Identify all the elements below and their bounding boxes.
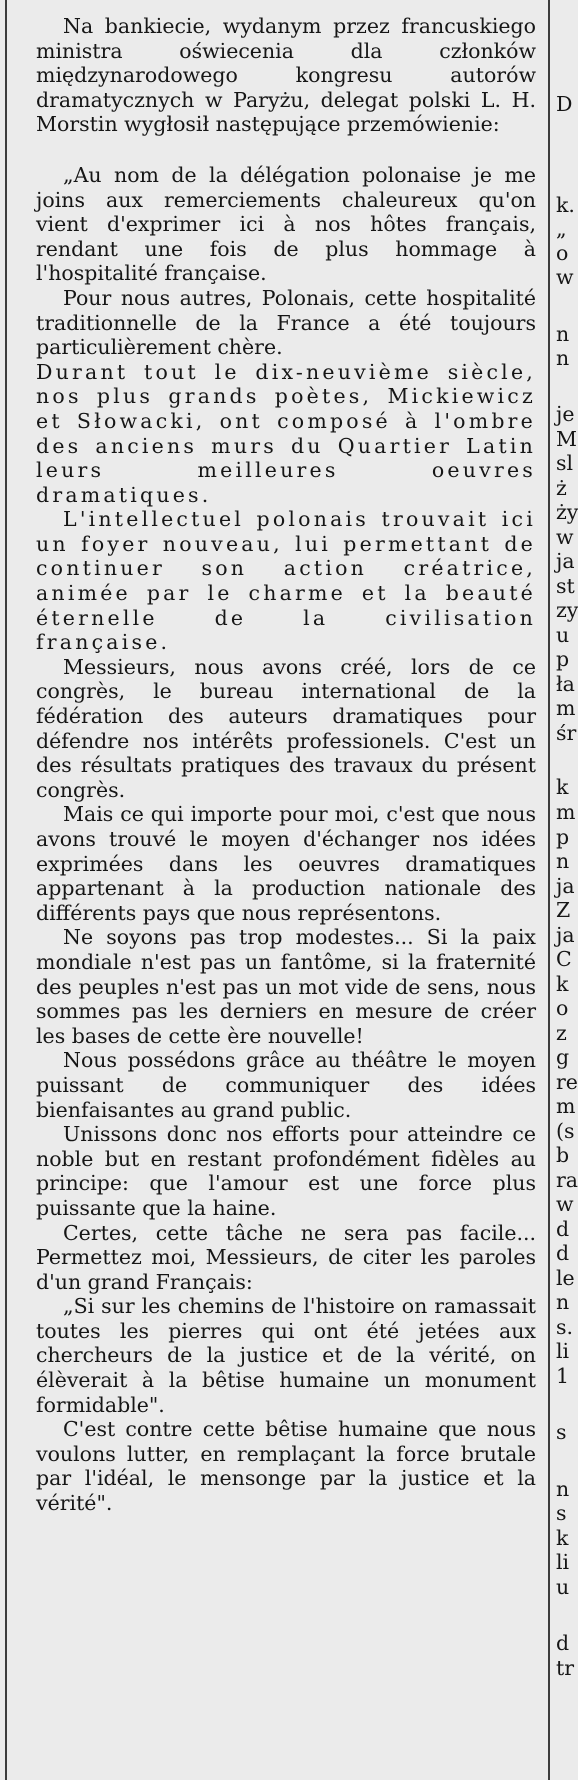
speech-paragraph-9: Certes, cette tâche ne sera pas facile... Permettez moi, Messieurs, de citer les paroles d'un grand Français: <box>36 1220 536 1294</box>
adjacent-fragment: s <box>556 1420 567 1444</box>
adjacent-fragment: d <box>556 1241 570 1265</box>
speech-paragraph-2b: Durant tout le dix-neuvième siècle, nos plus grands poètes, Mickiewicz et Słowacki, ont composé à l'ombre des anciens murs du Quartier Latin leurs meilleures oeuvres dramatiques. <box>36 359 536 507</box>
adjacent-column-fragment <box>556 0 576 1780</box>
speech-paragraph-7: Nous possédons grâce au théâtre le moyen puissant de communiquer des idées bienfaisantes au grand public. <box>36 1048 536 1122</box>
speech-paragraph-8: Unissons donc nos efforts pour atteindre ce noble but en restant profondément fidèles au principe: que l'amour est une force plus puissante que la haine. <box>36 1122 536 1220</box>
adjacent-fragment: 1 <box>556 1364 570 1388</box>
adjacent-fragment: n <box>556 849 570 873</box>
adjacent-fragment: d <box>556 1631 570 1655</box>
adjacent-fragment: Z <box>556 898 571 922</box>
adjacent-fragment: tr <box>556 1656 575 1680</box>
adjacent-fragment: o <box>556 241 569 265</box>
adjacent-fragment: sl <box>556 451 574 475</box>
article-intro: Na bankiecie, wydanym przez francuskiego ministra oświecenia dla członków międzynarodowego kongresu autorów dramatycznych w Paryżu, delegat polski L. H. Morstin wygłosił następujące przemówienie: <box>36 14 536 137</box>
adjacent-fragment: „ <box>556 217 567 241</box>
adjacent-fragment: ja <box>556 874 575 898</box>
speech-paragraph-2a: Pour nous autres, Polonais, cette hospitalité traditionnelle de la France a été toujours particulièrement chère. <box>36 285 536 360</box>
speech-paragraph-6: Ne soyons pas trop modestes... Si la paix mondiale n'est pas un fantôme, si la fraternité des peuples n'est pas un mot vide de sens, nous sommes pas les derniers en mesure de créer les bases de cette ère nouvelle! <box>36 925 536 1048</box>
adjacent-fragment: li <box>556 1339 570 1363</box>
adjacent-fragment: ży <box>556 500 578 524</box>
adjacent-fragment: w <box>556 525 574 549</box>
adjacent-fragment: w <box>556 1192 574 1216</box>
column-divider-rule <box>548 0 550 1780</box>
adjacent-fragment: d <box>556 1217 570 1241</box>
adjacent-fragment: re <box>556 1070 578 1094</box>
adjacent-fragment: le <box>556 1266 575 1290</box>
adjacent-fragment: ja <box>556 923 575 947</box>
adjacent-fragment: k. <box>556 193 575 217</box>
adjacent-fragment: u <box>556 623 570 647</box>
adjacent-fragment: k <box>556 775 569 799</box>
adjacent-fragment: k <box>556 1526 569 1550</box>
article-column <box>36 14 536 1516</box>
adjacent-fragment: li <box>556 1550 570 1574</box>
adjacent-fragment: k <box>556 972 569 996</box>
speech-paragraph-3: L'intellectuel polonais trouvait ici un foyer nouveau, lui permettant de continuer son action créatrice, animée par le charme et la beauté éternelle de la civilisation française. <box>36 507 536 655</box>
adjacent-fragment: m <box>556 800 576 824</box>
adjacent-fragment: z <box>556 1021 567 1045</box>
adjacent-fragment: g <box>556 1045 570 1069</box>
adjacent-fragment: p <box>556 647 570 671</box>
adjacent-fragment: śr <box>556 721 577 745</box>
adjacent-fragment: ła <box>556 672 575 696</box>
adjacent-fragment: o <box>556 996 569 1020</box>
adjacent-fragment: m <box>556 696 576 720</box>
adjacent-fragment: D <box>556 92 573 116</box>
speech-paragraph-5: Mais ce qui importe pour moi, c'est que nous avons trouvé le moyen d'échanger nos idées exprimées dans les oeuvres dramatiques appartenant à la production nationale des différents pays que nous représentons. <box>36 802 536 925</box>
adjacent-fragment: n <box>556 1477 570 1501</box>
adjacent-fragment: s. <box>556 1315 574 1339</box>
speech-paragraph-1: „Au nom de la délégation polonaise je me joins aux remerciements chaleureux qu'on vient d'exprimer ici à nos hôtes français, rendant une fois de plus hommage à l'hospitalité française. <box>36 162 536 286</box>
adjacent-fragment: st <box>556 574 575 598</box>
adjacent-fragment: m <box>556 1094 576 1118</box>
adjacent-fragment: ja <box>556 549 575 573</box>
speech-quote: „Si sur les chemins de l'histoire on ramassait toutes les pierres qui ont été jetées aux chercheurs de la justice et de la vérité, on élèverait à la bêtise humaine un monument formidable". <box>36 1294 536 1417</box>
adjacent-fragment: M <box>556 427 577 451</box>
left-column-rule <box>5 0 7 1780</box>
adjacent-fragment: n <box>556 346 570 370</box>
adjacent-fragment: b <box>556 1143 570 1167</box>
adjacent-fragment: s <box>556 1501 567 1525</box>
adjacent-fragment: (s <box>556 1119 575 1143</box>
adjacent-fragment: ż <box>556 476 567 500</box>
adjacent-fragment: w <box>556 265 574 289</box>
adjacent-fragment: p <box>556 825 570 849</box>
adjacent-fragment: zy <box>556 598 578 622</box>
adjacent-fragment: ra <box>556 1168 578 1192</box>
adjacent-fragment: n <box>556 1290 570 1314</box>
adjacent-fragment: C <box>556 947 572 971</box>
adjacent-fragment: je <box>556 402 575 426</box>
speech-paragraph-4: Messieurs, nous avons créé, lors de ce congrès, le bureau international de la fédération des auteurs dramatiques pour défendre nos intérêts professionels. C'est un des résultats pratiques des travaux du présent congrès. <box>36 654 536 802</box>
speech-paragraph-11: C'est contre cette bêtise humaine que nous voulons lutter, en remplaçant la force brutale par l'idéal, le mensonge par la justice et la vérité". <box>36 1417 536 1516</box>
adjacent-fragment: n <box>556 322 570 346</box>
adjacent-fragment: u <box>556 1575 570 1599</box>
